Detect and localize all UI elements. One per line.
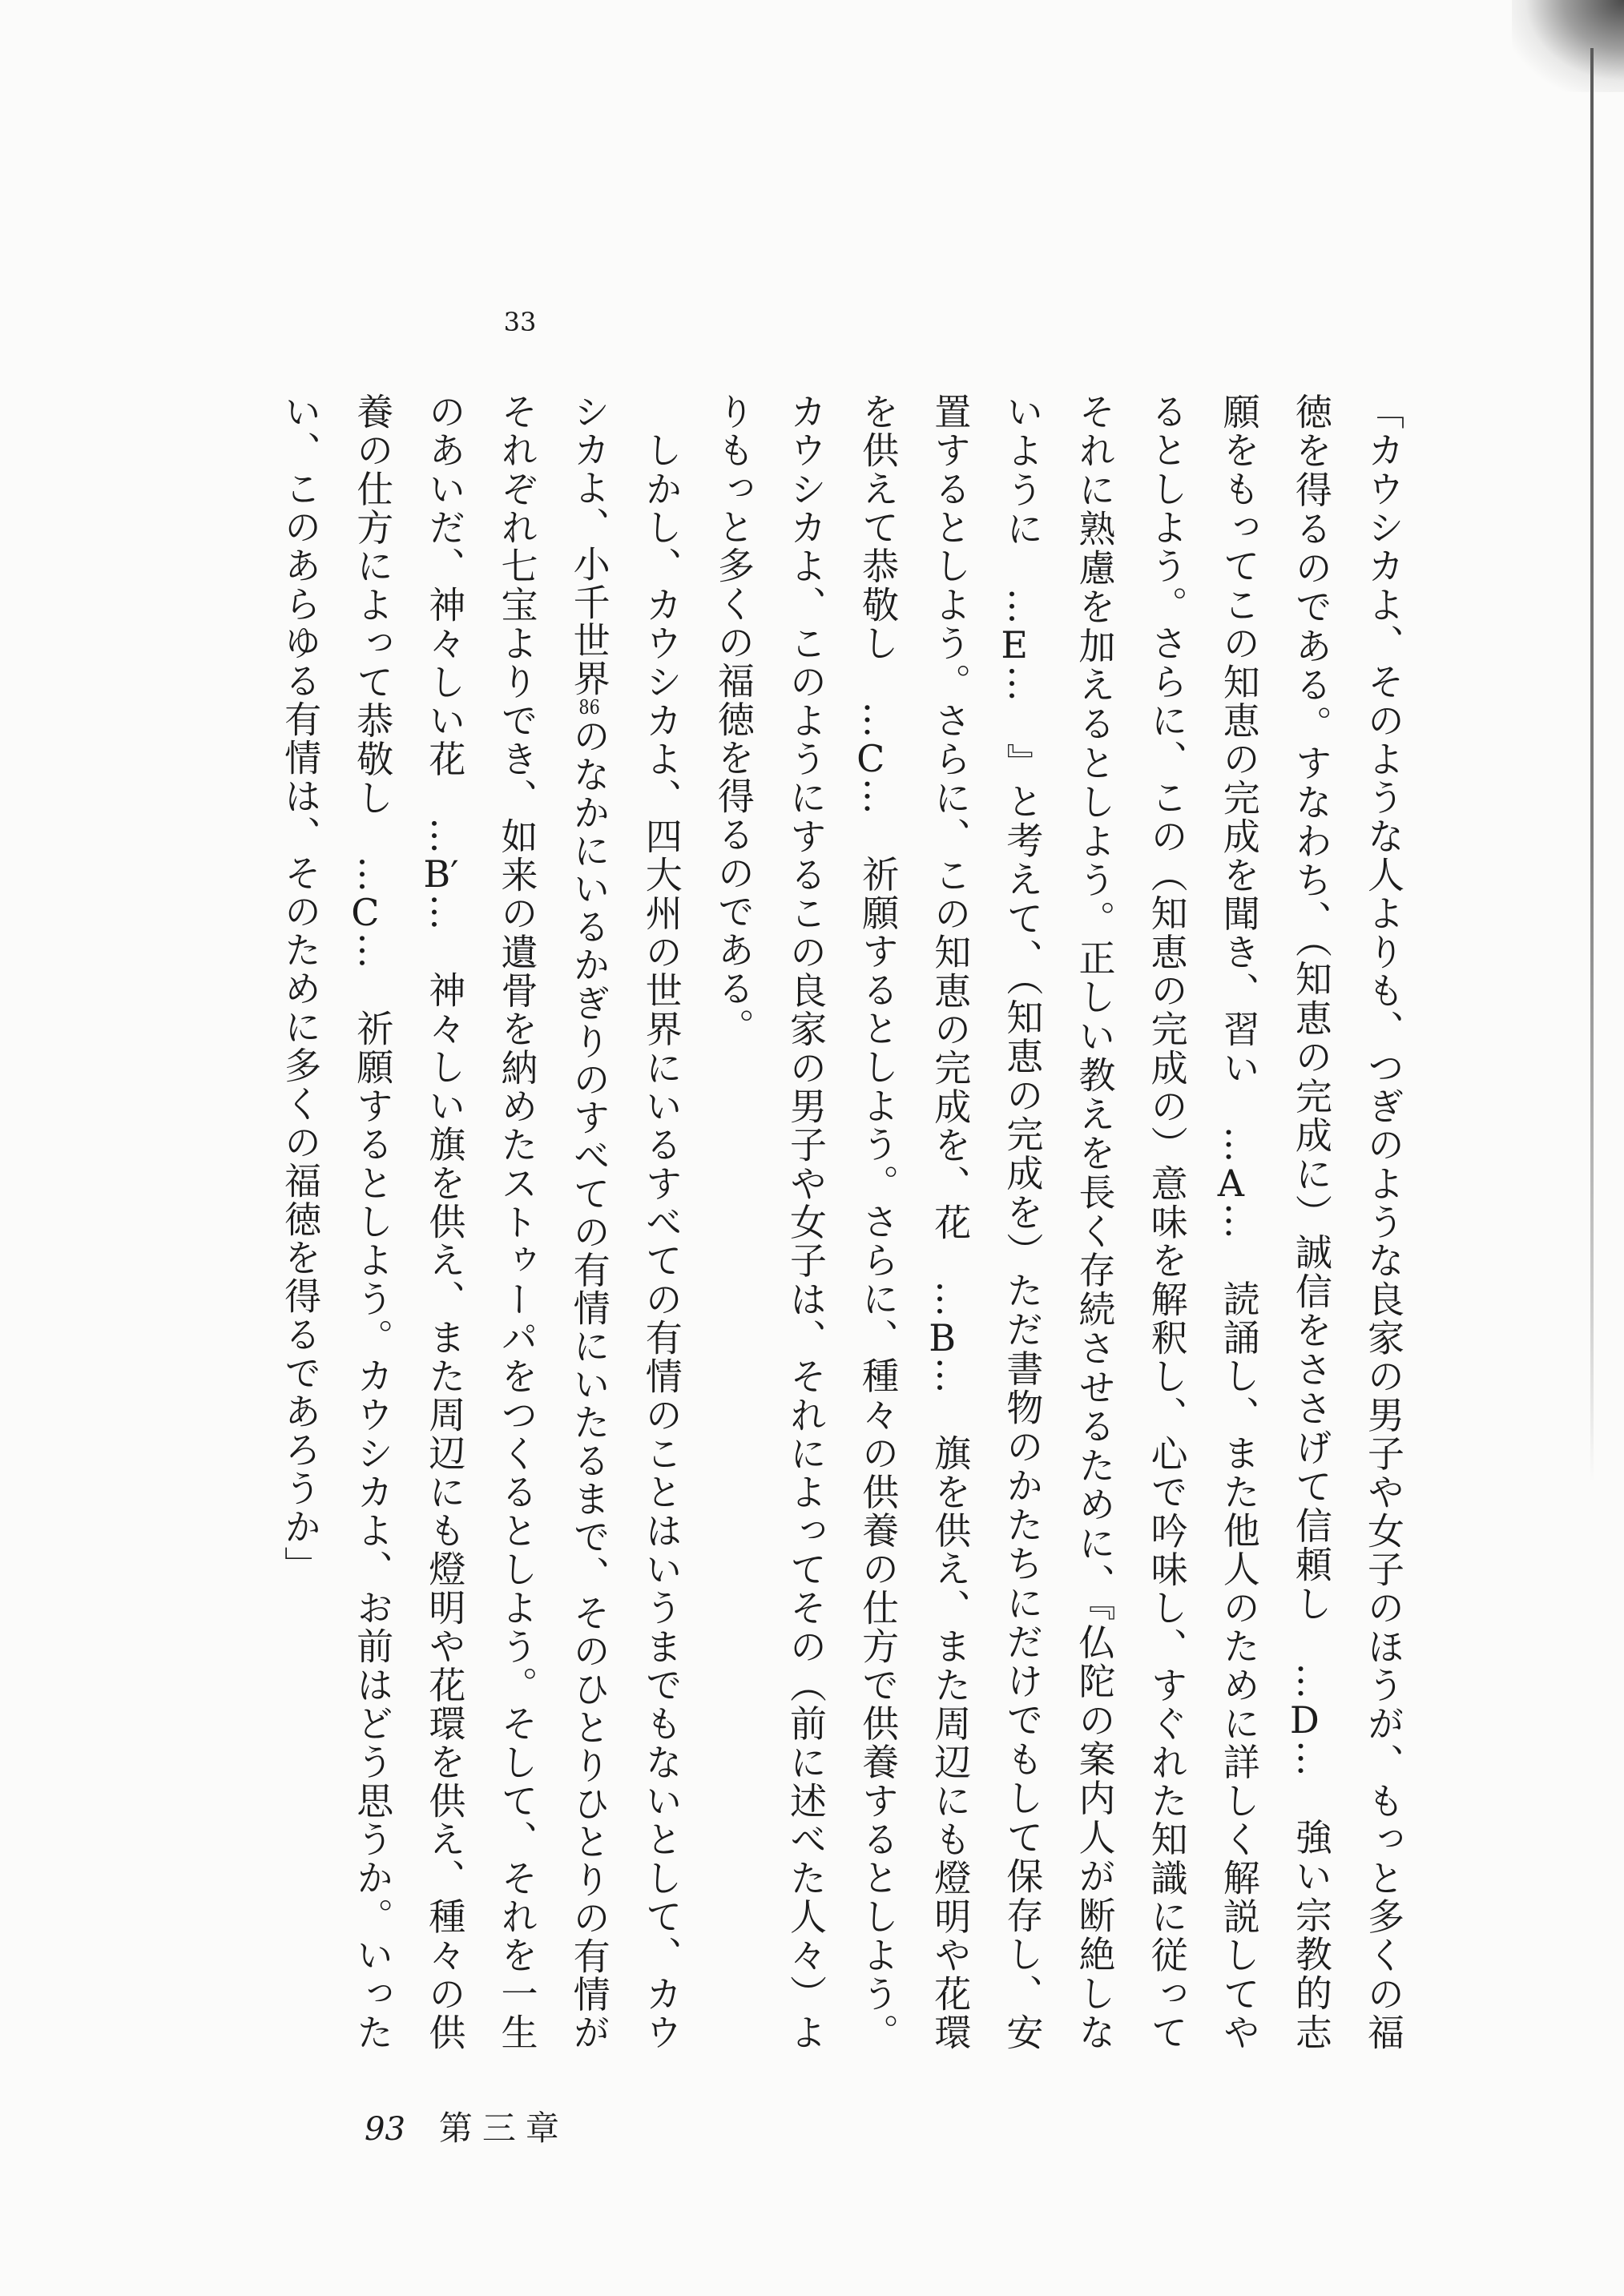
text-run: 置するとしよう。さらに、この知恵の完成を、花 … [929, 393, 973, 1319]
text-column-03 [1203, 393, 1275, 2051]
text-column-06 [986, 393, 1058, 2051]
omission-marker: B [929, 1319, 957, 1356]
page-number: 93 [365, 2111, 405, 2148]
text-column-08 [842, 393, 914, 2051]
omission-marker: C [856, 739, 885, 777]
text-column-05 [1058, 393, 1130, 2051]
text-column-09 [770, 393, 842, 2051]
text-column-04 [1131, 393, 1203, 2051]
body-text [264, 393, 1420, 2051]
text-column-10 [698, 393, 770, 2051]
text-column-11 [626, 393, 698, 2051]
chapter-title: 第三章 [438, 2109, 569, 2148]
text-run: … 旗を供え、また周辺にも燈明や花環 [929, 1356, 973, 2051]
text-column-14 [409, 393, 481, 2051]
text-run: シカよ、小千世界 [567, 393, 611, 698]
text-run: しかし、カウシカよ、四大州の世界にいるすべての有情のことはいうまでもないとして、カウ [639, 393, 683, 2051]
binding-shadow [1512, 0, 1624, 92]
text-run: のなかにいるかぎりのすべての有情にいたるまで、そのひとりひとりの有情が [567, 717, 611, 2051]
text-column-01 [1348, 393, 1420, 2051]
text-column-07 [914, 393, 986, 2051]
omission-marker: C [351, 894, 380, 932]
text-column-16 [264, 393, 336, 2051]
text-run: それぞれ七宝よりでき、如来の遺骨を納めたストゥーパをつくるとしよう。そして、それを一生 [495, 393, 539, 2051]
text-run: カウシカよ、このようにするこの良家の男子や女子は、それによってその（前に述べた人々）よ [784, 393, 828, 2051]
omission-marker: D [1289, 1702, 1320, 1739]
text-run: … 読誦し、また他人のために詳しく解説してや [1217, 1202, 1261, 2051]
footnote-ref: 86 [578, 697, 600, 717]
text-run: 養の仕方によって恭敬し … [351, 393, 395, 894]
page-footer [365, 2109, 569, 2148]
text-run: … 神々しい旗を供え、また周辺にも燈明や花環を供え、種々の供 [423, 893, 467, 2051]
text-run: … 強い宗教的志 [1289, 1739, 1333, 2051]
text-run: … 祈願するとしよう。カウシカよ、お前はどう思うか。いった [351, 932, 395, 2051]
section-number: 33 [503, 307, 537, 337]
text-column-12 [554, 393, 626, 2051]
text-run: りもっと多くの福徳を得るのである。 [711, 393, 756, 1046]
omission-marker: B′ [423, 856, 459, 893]
text-column-02 [1275, 393, 1348, 2051]
text-run: いように … [1001, 393, 1045, 626]
text-run: を供えて恭敬し … [856, 393, 901, 739]
text-run: それに熟慮を加えるとしよう。正しい教えを長く存続させるために、『仏陀の案内人が断絶しな [1073, 393, 1117, 2051]
text-run: 「カウシカよ、そのような人よりも、つぎのような良家の男子や女子のほうが、もっと多くの福 [1362, 393, 1405, 2051]
text-run: … 祈願するとしよう。さらに、種々の供養の仕方で供養するとしよう。 [856, 777, 901, 2051]
omission-marker: E [1001, 626, 1028, 664]
omission-marker: A [1217, 1164, 1244, 1202]
text-run: … 』と考えて、（知恵の完成を）ただ書物のかたちにだけでもして保存し、安 [1001, 665, 1045, 2051]
text-run: い、このあらゆる有情は、そのために多くの福徳を得るであろうか」 [279, 393, 323, 1585]
text-run: のあいだ、神々しい花 … [423, 393, 467, 856]
text-run: 願をもってこの知恵の完成を聞き、習い … [1217, 393, 1261, 1164]
text-run: るとしよう。さらに、この（知恵の完成の）意味を解釈し、心で吟味し、すぐれた知識に従って [1145, 393, 1189, 2051]
text-run: 徳を得るのである。すなわち、（知恵の完成に）誠信をささげて信頼し … [1289, 393, 1333, 1701]
text-column-13 [481, 393, 553, 2051]
scan-edge-line [1590, 48, 1594, 1482]
text-column-15 [336, 393, 409, 2051]
